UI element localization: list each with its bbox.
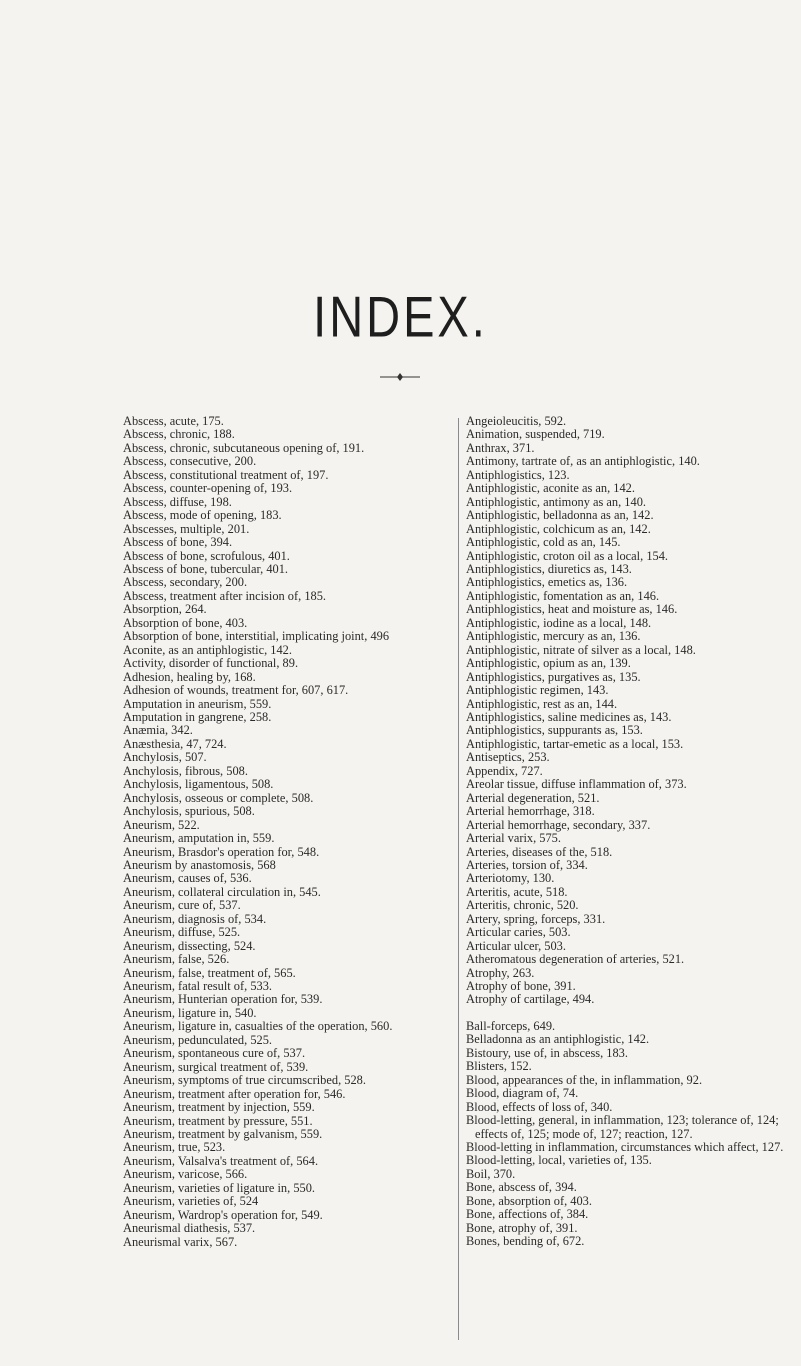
index-entry: Antiseptics, 253. [466, 750, 550, 765]
index-entry: Abscess, acute, 175. [123, 414, 224, 428]
index-entry: Bones, bending of, 672. [466, 1234, 585, 1249]
index-entry: Arterial hemorrhage, 318. [466, 804, 595, 819]
index-entry: Anchylosis, ligamentous, 508. [123, 777, 274, 792]
index-entry: Antiphlogistic, rest as an, 144. [466, 696, 618, 711]
index-entry: Belladonna as an antiphlogistic, 142. [466, 1032, 650, 1047]
index-entry: Aneurism, diffuse, 525. [123, 925, 241, 940]
index-entry: Atheromatous degeneration of arteries, 521. [466, 952, 685, 967]
index-entry: Antiphlogistic, iodine as a local, 148. [466, 615, 652, 630]
index-entry: Abscess, diffuse, 198. [123, 494, 232, 509]
index-entry: Aneurism by anastomosis, 568 [123, 857, 276, 872]
index-entry: Anæsthesia, 47, 724. [123, 736, 227, 751]
index-entry: Arterial degeneration, 521. [466, 790, 600, 805]
index-entry: Aneurism, dissecting, 524. [123, 938, 256, 953]
index-entry: Abscess of bone, scrofulous, 401. [123, 548, 290, 563]
index-entry: Antiphlogistic, nitrate of silver as a local, 148. [466, 642, 696, 657]
index-entry: Aneurismal varix, 567. [123, 1234, 238, 1249]
index-entry: Anchylosis, fibrous, 508. [123, 763, 248, 778]
index-entry: Amputation in aneurism, 559. [123, 696, 272, 711]
index-entry: Blood-letting, general, in inflammation, 123; tolerance of, 124; effects of, 125; mode of, 127; reaction, 127. [466, 1113, 779, 1141]
index-entry: Aneurismal diathesis, 537. [123, 1221, 256, 1236]
index-entry: Antiphlogistic, croton oil as a local, 154. [466, 548, 669, 563]
section-gap [466, 1007, 801, 1020]
index-entry: Aneurism, varicose, 566. [123, 1167, 248, 1182]
index-entry: Abscess, treatment after incision of, 185. [123, 588, 327, 603]
index-entry: Amputation in gangrene, 258. [123, 709, 272, 724]
index-entry: Anchylosis, osseous or complete, 508. [123, 790, 314, 805]
index-entry: Antiphlogistic, antimony as an, 140. [466, 494, 646, 509]
index-entry: Arterial varix, 575. [466, 831, 561, 846]
index-entry: Blood, diagram of, 74. [466, 1086, 579, 1101]
index-entry: Aneurism, cure of, 537. [123, 898, 241, 913]
index-entry: Aneurism, Brasdor's operation for, 548. [123, 844, 320, 859]
index-entry: Abscess, chronic, 188. [123, 427, 235, 442]
index-entry: Aneurism, 522. [123, 817, 200, 832]
index-entry: Artery, spring, forceps, 331. [466, 911, 606, 926]
index-entry: Aneurism, surgical treatment of, 539. [123, 1059, 309, 1074]
index-entry: Absorption of bone, interstitial, implicating joint, 496 [123, 629, 390, 644]
index-entry: Aneurism, amputation in, 559. [123, 831, 275, 846]
index-entry: Aneurism, false, 526. [123, 952, 230, 967]
index-entry: Anchylosis, spurious, 508. [123, 804, 255, 819]
diamond-rule-icon [380, 372, 420, 382]
index-entry: Abscess, chronic, subcutaneous opening of, 191. [123, 440, 365, 455]
index-entry: Blood, effects of loss of, 340. [466, 1099, 613, 1114]
index-entry: Antiphlogistics, saline medicines as, 143. [466, 709, 672, 724]
index-entry: Bone, abscess of, 394. [466, 1180, 577, 1195]
index-entry: Bistoury, use of, in abscess, 183. [466, 1045, 628, 1060]
index-entry: Antiphlogistics, suppurants as, 153. [466, 723, 643, 738]
index-entry: Aneurism, fatal result of, 533. [123, 979, 272, 994]
index-entry: Antiphlogistics, diuretics as, 143. [466, 561, 632, 576]
index-entry: Anæmia, 342. [123, 723, 193, 738]
index-entry: Ball-forceps, 649. [466, 1018, 556, 1033]
index-entry: Anthrax, 371. [466, 440, 535, 455]
index-entry: Antiphlogistic, belladonna as an, 142. [466, 508, 654, 523]
index-entry: Abscess, counter-opening of, 193. [123, 481, 293, 496]
index-entry: Antiphlogistic, colchicum as an, 142. [466, 521, 651, 536]
index-entry: Abscess, mode of opening, 183. [123, 508, 282, 523]
index-entry: Boil, 370. [466, 1166, 516, 1181]
index-entry: Bone, affections of, 384. [466, 1207, 589, 1222]
index-entry: Activity, disorder of functional, 89. [123, 656, 299, 671]
index-entry: Absorption, 264. [123, 602, 207, 617]
index-column-left [123, 415, 453, 1249]
index-entry: Atrophy, 263. [466, 965, 535, 980]
index-entry: Arteries, torsion of, 334. [466, 857, 588, 872]
index-entry: Antiphlogistic regimen, 143. [466, 683, 609, 698]
index-entry: Aneurism, Hunterian operation for, 539. [123, 992, 323, 1007]
index-entry: Articular caries, 503. [466, 925, 571, 940]
index-entry: Abscess, secondary, 200. [123, 575, 248, 590]
index-group-a [466, 415, 801, 1007]
index-entry: Aneurism, causes of, 536. [123, 871, 252, 886]
index-entry: Arteriotomy, 130. [466, 871, 555, 886]
index-entry: Bone, absorption of, 403. [466, 1193, 592, 1208]
index-entry: Antiphlogistics, 123. [466, 467, 570, 482]
index-entry: Aneurism, false, treatment of, 565. [123, 965, 296, 980]
index-entry: Arteritis, acute, 518. [466, 884, 568, 899]
index-entry: Aneurism, true, 523. [123, 1140, 226, 1155]
index-entry: Atrophy of bone, 391. [466, 979, 576, 994]
index-entry: Aneurism, treatment by pressure, 551. [123, 1113, 313, 1128]
index-entry: Blood-letting in inflammation, circumstances which affect, 127. [466, 1140, 784, 1155]
index-entry: Antiphlogistic, mercury as an, 136. [466, 629, 641, 644]
index-entry: Aneurism, varieties of, 524 [123, 1194, 259, 1209]
index-entry: Adhesion, healing by, 168. [123, 669, 256, 684]
index-entry: Abscess, consecutive, 200. [123, 454, 257, 469]
index-entry: Antiphlogistic, fomentation as an, 146. [466, 588, 660, 603]
index-entry: Aconite, as an antiphlogistic, 142. [123, 642, 292, 657]
index-entry: Antiphlogistic, tartar-emetic as a local, 153. [466, 736, 684, 751]
index-entry: Antiphlogistics, purgatives as, 135. [466, 669, 641, 684]
index-entry: Atrophy of cartilage, 494. [466, 992, 595, 1007]
index-entry: Antiphlogistics, heat and moisture as, 146. [466, 602, 678, 617]
index-entry: Aneurism, ligature in, casualties of the operation, 560. [123, 1019, 393, 1034]
index-entry: Abscess, constitutional treatment of, 197. [123, 467, 329, 482]
index-entry: Aneurism, treatment by galvanism, 559. [123, 1127, 323, 1142]
index-entry: Antiphlogistic, opium as an, 139. [466, 656, 631, 671]
index-entry: Aneurism, Valsalva's treatment of, 564. [123, 1153, 319, 1168]
index-entry: Areolar tissue, diffuse inflammation of, 373. [466, 777, 687, 792]
index-entry: Aneurism, ligature in, 540. [123, 1005, 257, 1020]
index-entry: Aneurism, varieties of ligature in, 550. [123, 1180, 316, 1195]
index-entry: Articular ulcer, 503. [466, 938, 566, 953]
index-entry: Aneurism, Wardrop's operation for, 549. [123, 1207, 323, 1222]
index-group-b [466, 1020, 801, 1249]
index-entry: Aneurism, pedunculated, 525. [123, 1032, 272, 1047]
index-entry: Aneurism, diagnosis of, 534. [123, 911, 267, 926]
index-entry: Angeioleucitis, 592. [466, 414, 567, 428]
index-entry: Arterial hemorrhage, secondary, 337. [466, 817, 651, 832]
index-entry: Aneurism, spontaneous cure of, 537. [123, 1046, 306, 1061]
index-entry: Aneurism, treatment by injection, 559. [123, 1100, 315, 1115]
index-entry: Bone, atrophy of, 391. [466, 1220, 578, 1235]
index-entry: Animation, suspended, 719. [466, 427, 605, 442]
index-entry: Blood-letting, local, varieties of, 135. [466, 1153, 652, 1168]
index-entry: Adhesion of wounds, treatment for, 607, 617. [123, 683, 349, 698]
index-entry: Aneurism, symptoms of true circumscribed, 528. [123, 1073, 366, 1088]
index-entry: Aneurism, treatment after operation for, 546. [123, 1086, 346, 1101]
index-entry: Absorption of bone, 403. [123, 615, 248, 630]
index-entry: Abscesses, multiple, 201. [123, 521, 250, 536]
index-column-right [466, 415, 801, 1249]
index-entry: Anchylosis, 507. [123, 750, 207, 765]
index-entry: Antiphlogistic, aconite as an, 142. [466, 481, 635, 496]
index-entry: Antimony, tartrate of, as an antiphlogistic, 140. [466, 454, 700, 469]
column-divider [458, 418, 459, 1340]
page-title: INDEX. [313, 284, 488, 349]
index-entry: Antiphlogistic, cold as an, 145. [466, 535, 621, 550]
index-entry: Blisters, 152. [466, 1059, 532, 1074]
index-entry: Aneurism, collateral circulation in, 545. [123, 884, 321, 899]
index-entry: Abscess of bone, tubercular, 401. [123, 561, 289, 576]
index-entry: Blood, appearances of the, in inflammation, 92. [466, 1072, 703, 1087]
index-entry: Antiphlogistics, emetics as, 136. [466, 575, 628, 590]
index-entry: Arteries, diseases of the, 518. [466, 844, 613, 859]
index-entry: Appendix, 727. [466, 763, 543, 778]
index-entry: Arteritis, chronic, 520. [466, 898, 579, 913]
index-entry: Abscess of bone, 394. [123, 535, 233, 550]
